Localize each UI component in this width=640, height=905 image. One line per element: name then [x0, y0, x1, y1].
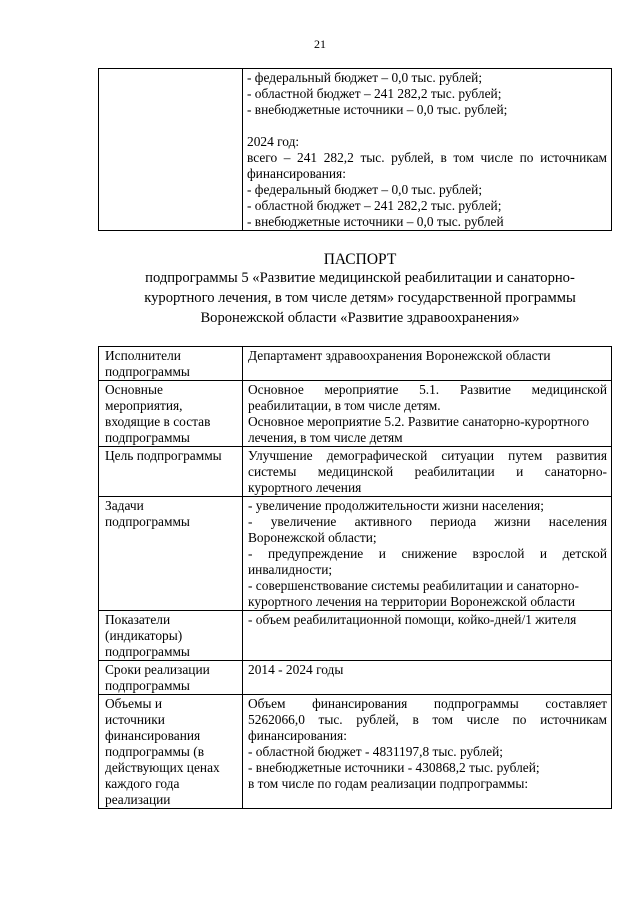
- label-line: финансирования: [105, 728, 201, 743]
- label-line: подпрограммы: [105, 514, 190, 529]
- table-row: [99, 661, 612, 695]
- label-line: Исполнители: [105, 348, 181, 363]
- table-row: [99, 611, 612, 661]
- text-line: всего – 241 282,2 тыс. рублей, в том числе по источникам: [247, 150, 607, 165]
- row-label-cell: [99, 661, 243, 695]
- text-line: - областной бюджет – 241 282,2 тыс. рублей;: [247, 86, 502, 101]
- row-value-cell: [243, 347, 612, 381]
- row-value-cell: [243, 611, 612, 661]
- continuation-value-cell: [243, 69, 612, 231]
- subtitle-line: Воронежской области «Развитие здравоохранения»: [200, 310, 520, 326]
- table-row: [99, 347, 612, 381]
- value-line: Основное мероприятие 5.2. Развитие санаторно-курортного: [248, 414, 590, 429]
- value-line: реабилитации, в том числе детям.: [248, 398, 441, 413]
- continuation-label-cell: [99, 69, 243, 231]
- passport-table: [98, 346, 612, 809]
- value-line: - областной бюджет - 4831197,8 тыс. рублей;: [248, 744, 504, 759]
- row-label-cell: [99, 695, 243, 809]
- label-line: Сроки реализации: [105, 662, 210, 677]
- label-line: источники: [105, 712, 165, 727]
- text-line: - внебюджетные источники – 0,0 тыс. рублей;: [247, 102, 508, 117]
- row-label-cell: [99, 611, 243, 661]
- label-line: Цель подпрограммы: [105, 448, 222, 463]
- table-row: [99, 381, 612, 447]
- value-line: Объем финансирования подпрограммы составляет: [248, 696, 607, 711]
- row-label-cell: [99, 447, 243, 497]
- subtitle-line: подпрограммы 5 «Развитие медицинской реабилитации и санаторно-: [145, 270, 575, 286]
- row-value-cell: [243, 695, 612, 809]
- value-line: - совершенствование системы реабилитации и санаторно-: [248, 578, 579, 593]
- label-line: мероприятия,: [105, 398, 183, 413]
- text-line: - областной бюджет – 241 282,2 тыс. рублей;: [247, 198, 502, 213]
- row-label-cell: [99, 381, 243, 447]
- row-label-cell: [99, 347, 243, 381]
- label-line: Задачи: [105, 498, 144, 513]
- blank-line: [247, 118, 607, 134]
- label-line: подпрограммы: [105, 678, 190, 693]
- label-line: Объемы и: [105, 696, 163, 711]
- row-label-cell: [99, 497, 243, 611]
- value-line: лечения, в том числе детям: [248, 430, 403, 445]
- page-number: 21: [314, 37, 326, 51]
- label-line: подпрограммы: [105, 430, 190, 445]
- row-value-cell: [243, 497, 612, 611]
- row-value-cell: [243, 661, 612, 695]
- value-line: Департамент здравоохранения Воронежской области: [248, 348, 551, 363]
- value-line: в том числе по годам реализации подпрограммы:: [248, 776, 529, 791]
- text-line: финансирования:: [247, 166, 346, 181]
- value-line: курортного лечения на территории Воронежской области: [248, 594, 576, 609]
- table-row: [99, 69, 612, 231]
- label-line: входящие в состав: [105, 414, 211, 429]
- table-row: [99, 497, 612, 611]
- table-row: [99, 447, 612, 497]
- text-line: 2024 год:: [247, 134, 300, 149]
- text-line: - федеральный бюджет – 0,0 тыс. рублей;: [247, 70, 483, 85]
- value-line: 5262066,0 тыс. рублей, в том числе по источникам: [248, 712, 607, 727]
- table-row: [99, 695, 612, 809]
- passport-subtitle: [100, 268, 620, 328]
- value-line: - увеличение активного периода жизни населения: [248, 514, 607, 529]
- label-line: подпрограммы: [105, 364, 190, 379]
- value-line: - предупреждение и снижение взрослой и детской: [248, 546, 607, 561]
- value-line: - увеличение продолжительности жизни населения;: [248, 498, 544, 513]
- value-line: системы медицинской реабилитации и санаторно-: [248, 464, 607, 479]
- value-line: - объем реабилитационной помощи, койко-дней/1 жителя: [248, 612, 577, 627]
- label-line: действующих ценах: [105, 760, 220, 775]
- text-line: - федеральный бюджет – 0,0 тыс. рублей;: [247, 182, 483, 197]
- text-line: - внебюджетные источники – 0,0 тыс. рублей: [247, 214, 504, 229]
- label-line: Показатели: [105, 612, 171, 627]
- label-line: реализации: [105, 792, 171, 807]
- value-line: - внебюджетные источники - 430868,2 тыс. рублей;: [248, 760, 540, 775]
- row-value-cell: [243, 381, 612, 447]
- passport-title: ПАСПОРТ: [323, 251, 397, 268]
- row-value-cell: [243, 447, 612, 497]
- label-line: Основные: [105, 382, 163, 397]
- label-line: (индикаторы): [105, 628, 183, 643]
- value-line: финансирования:: [248, 728, 347, 743]
- value-line: Воронежской области;: [248, 530, 377, 545]
- value-line: Улучшение демографической ситуации путем развития: [248, 448, 607, 463]
- label-line: подпрограммы (в: [105, 744, 205, 759]
- continuation-table: [98, 68, 612, 231]
- value-line: 2014 - 2024 годы: [248, 662, 344, 677]
- value-line: Основное мероприятие 5.1. Развитие медицинской: [248, 382, 607, 397]
- value-line: инвалидности;: [248, 562, 333, 577]
- value-line: курортного лечения: [248, 480, 362, 495]
- label-line: подпрограммы: [105, 644, 190, 659]
- subtitle-line: курортного лечения, в том числе детям» государственной программы: [144, 290, 576, 306]
- label-line: каждого года: [105, 776, 180, 791]
